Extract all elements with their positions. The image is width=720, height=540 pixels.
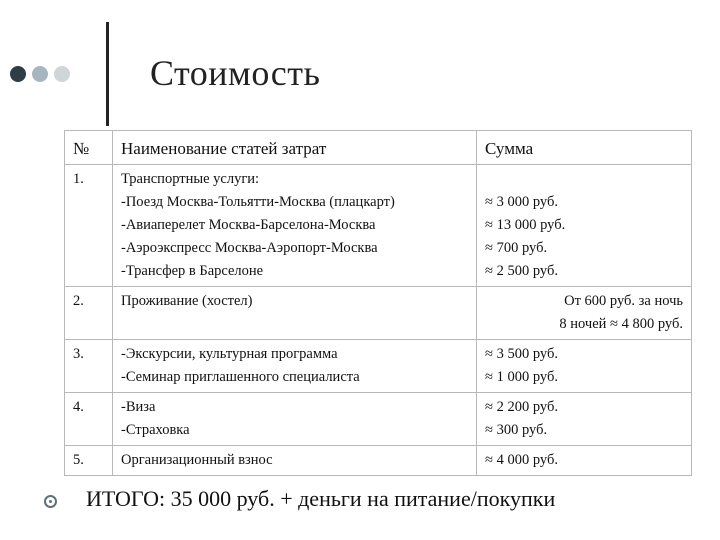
row-num: 5. (65, 446, 113, 476)
row-num: 2. (65, 287, 113, 340)
amount-text: ≈ 300 руб. (485, 422, 548, 438)
item-text: -Аэроэкспресс Москва-Аэропорт-Москва (121, 240, 378, 256)
title-divider (106, 22, 109, 126)
row-items (113, 446, 477, 476)
row-items (113, 393, 477, 446)
header-amount: Сумма (477, 131, 692, 165)
row-amounts (477, 165, 692, 287)
table-header-row (65, 131, 692, 165)
amount-text: ≈ 2 500 руб. (485, 263, 558, 279)
decorative-dots (10, 66, 70, 82)
dot-dark (10, 66, 26, 82)
item-text: -Семинар приглашенного специалиста (121, 369, 360, 385)
row-num: 3. (65, 340, 113, 393)
row-amounts (477, 393, 692, 446)
amount-text: ≈ 700 руб. (485, 240, 548, 256)
row-num: 1. (65, 165, 113, 287)
row-amounts (477, 287, 692, 340)
bullet-icon (44, 495, 57, 508)
row-items (113, 287, 477, 340)
table-row (65, 340, 692, 393)
slide-title: Стоимость (150, 53, 321, 93)
amount-text: От 600 руб. за ночь (564, 293, 683, 309)
item-text: -Авиаперелет Москва-Барселона-Москва (121, 217, 376, 233)
item-text: -Поезд Москва-Тольятти-Москва (плацкарт) (121, 194, 395, 210)
amount-text: 8 ночей ≈ 4 800 руб. (559, 316, 683, 332)
item-text: -Виза (121, 399, 156, 415)
item-text: Транспортные услуги: (121, 171, 260, 187)
table-row (65, 446, 692, 476)
row-amounts (477, 446, 692, 476)
row-items (113, 165, 477, 287)
header-num: № (65, 131, 113, 165)
row-num: 4. (65, 393, 113, 446)
item-text: -Страховка (121, 422, 190, 438)
amount-text: ≈ 2 200 руб. (485, 399, 558, 415)
row-amounts (477, 340, 692, 393)
amount-text: ≈ 13 000 руб. (485, 217, 566, 233)
total-line: ИТОГО: 35 000 руб. + деньги на питание/покупки (86, 486, 556, 511)
amount-text: ≈ 3 000 руб. (485, 194, 558, 210)
table-row (65, 165, 692, 287)
dot-light (54, 66, 70, 82)
amount-text: ≈ 1 000 руб. (485, 369, 558, 385)
amount-text: ≈ 4 000 руб. (485, 452, 558, 468)
row-items (113, 340, 477, 393)
item-text: Проживание (хостел) (121, 293, 253, 309)
item-text: -Экскурсии, культурная программа (121, 346, 338, 362)
table-row (65, 287, 692, 340)
header-item: Наименование статей затрат (113, 131, 477, 165)
dot-mid (32, 66, 48, 82)
amount-text: ≈ 3 500 руб. (485, 346, 558, 362)
cost-table (64, 130, 692, 476)
table-row (65, 393, 692, 446)
item-text: -Трансфер в Барселоне (121, 263, 264, 279)
item-text: Организационный взнос (121, 452, 273, 468)
